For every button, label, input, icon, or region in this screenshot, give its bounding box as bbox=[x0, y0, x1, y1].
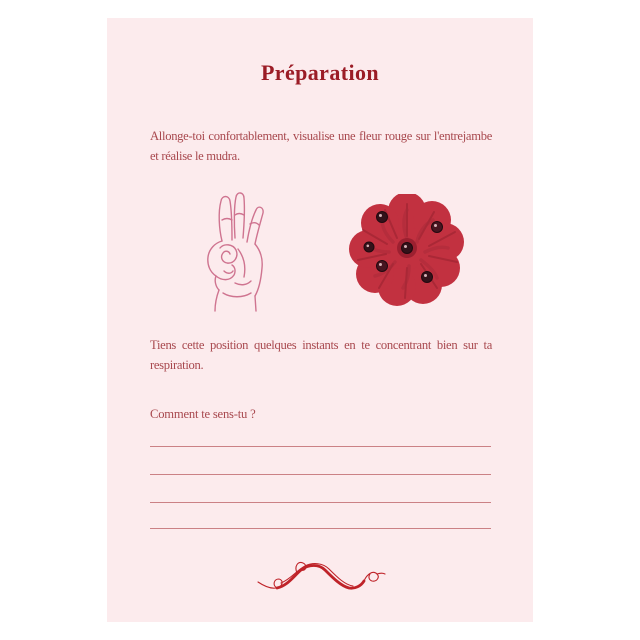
answer-line bbox=[150, 528, 491, 529]
worksheet-card bbox=[107, 18, 533, 622]
flourish-divider bbox=[250, 555, 390, 605]
mudra-hand-illustration bbox=[188, 189, 272, 313]
page-title: Préparation bbox=[260, 60, 380, 85]
red-flower-icon bbox=[349, 194, 465, 306]
instruction-paragraph: Tiens cette position quelques instants en te concentrant bien sur ta respiration. bbox=[150, 338, 492, 372]
hand-line-art-icon bbox=[188, 189, 272, 313]
crochet-flower-photo bbox=[349, 194, 465, 306]
calligraphic-flourish-icon bbox=[250, 555, 390, 605]
intro-paragraph: Allonge-toi confortablement, visualise une fleur rouge sur l'entrejambe et réalise le mudra. bbox=[150, 129, 492, 163]
answer-line bbox=[150, 502, 491, 503]
answer-line bbox=[150, 474, 491, 475]
question-label: Comment te sens-tu ? bbox=[150, 407, 256, 421]
answer-line bbox=[150, 446, 491, 447]
